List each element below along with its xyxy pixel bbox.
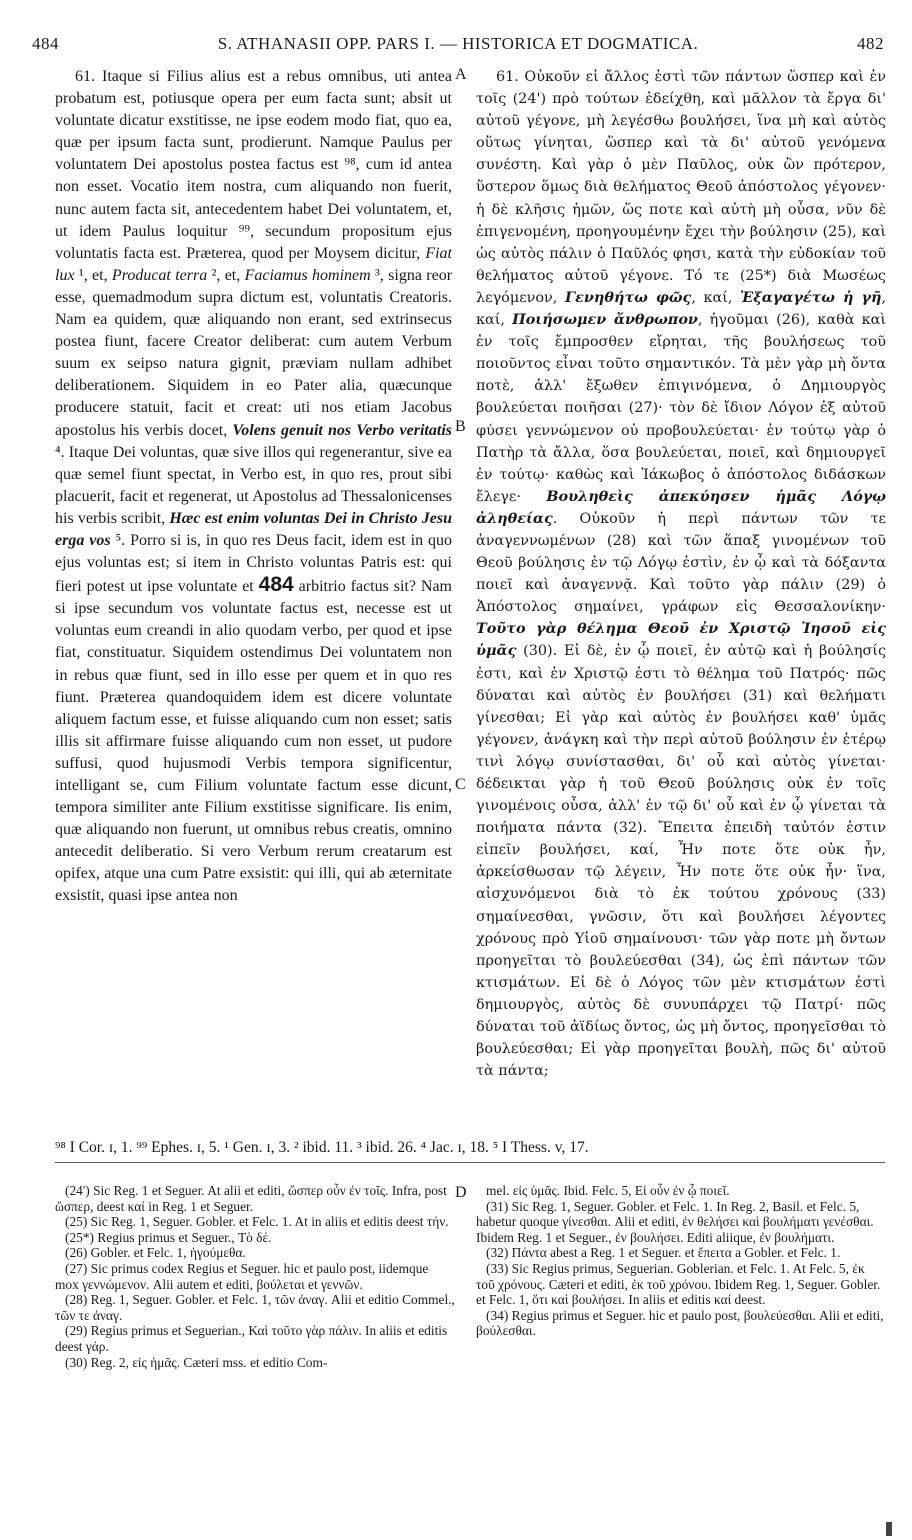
footnote: (32) Πάντα abest a Reg. 1 et Seguer. et ἔπειτα a Gobler. et Felc. 1. [486, 1245, 841, 1261]
page-header [32, 34, 884, 56]
page-marker: 484 [258, 573, 294, 597]
greek-column [476, 66, 886, 1136]
footnote: (27) Sic primus codex Regius et Seguer. hic et paulo post, iidemque mox γεννώμενον. Alii autem et editi, βούλεται et γεννῶν. [55, 1260, 429, 1292]
footnote: (26) Gobler. et Felc. 1, ἡγούμεθα. [65, 1245, 246, 1261]
footnote: (25*) Regius primus et Seguer., Τὸ δέ. [65, 1229, 272, 1245]
footnote: (33) Sic Regius primus, Seguerian. Goblerian. et Felc. 1. At Felc. 5, ἐκ τοῦ χρόνους. Cæteri et editi, ἐκ τοῦ χρόνου. Ibidem Reg. 1, Seguer. Gobler. et Felc. 1, ὅτι καὶ βουλήσει. In aliis et editis καί deest. [476, 1260, 881, 1308]
footnote-divider [55, 1162, 885, 1163]
footnote: (30) Reg. 2, εἰς ἡμᾶς. Cæteri mss. et editio Com- [65, 1354, 328, 1370]
margin-letter-c: C [455, 776, 466, 793]
latin-column [55, 66, 452, 1136]
margin-letter-d: D [455, 1184, 467, 1201]
footnote: (31) Sic Reg. 1, Seguer. Gobler. et Felc. 1. In Reg. 2, Basil. et Felc. 5, habetur quoque γίνεσθαι. Alii et editi, ἐν θελήσει καὶ βουλήματι γενέσθαι. Ibidem Reg. 1 et Seguer., ἐν βουλήσει. Editi aliique, ἐν βουλήματι. [476, 1198, 874, 1245]
page-number-left: 484 [32, 34, 59, 53]
footnotes-left [55, 1183, 455, 1483]
latin-paragraph: 61. Itaque si Filius alius est a rebus omnibus, uti antea probatum est, potiusque opera per eum facta sunt; absit ut voluntate dicatur exstitisse, ne ipse eodem modo fiat, quo ea, quæ per ipsum facta sunt, prodierunt. Namque Paulus per voluntatem Dei apostolus postea factus est ⁹⁸, cum id antea non esset. Vocatio item nostra, cum aliquando non fuerit, nunc autem facta sit, antecedentem habet Dei voluntatem, et, ut idem Paulus loquitur ⁹⁹, secundum propositum ejus voluntatis facta est. Præterea, quod per Moysem dicitur, Fiat lux ¹, et, Producat terra ², et, Faciamus hominem ³, signa reor esse, quemadmodum supra dictum est, voluntatis Creatoris. Nam ea quidem, quæ aliquando non erant, sed extrinsecus postea fiunt, facere Creator deliberat: cum autem Verbum suum ex seipso natura gignit, præviam nullam adhibet deliberationem. Siquidem in eo Pater alia, quæcunque producere statuit, facit et creat: uti nos etiam Jacobus apostolus his verbis docet, Volens genuit nos Verbo veritatis ⁴. Itaque Dei voluntas, quæ sive illos qui regenerantur, sive ea quæ semel fiunt spectat, in Verbo est, in quo res, prout sibi placuerit, facit et regenerat, ut Apostolus ad Thessalonicenses his verbis scribit, Hæc est enim voluntas Dei in Christo Jesu erga vos ⁵. Porro si is, in quo res Deus facit, idem est in quo ejus voluntas est; si item in Christo voluntas Patris est: qui fieri potest ut ipse voluntate et 484 arbitrio factus sit? Nam si ipse secundum vos voluntate factus est, necesse est ut voluntas eum creandi in alio quodam verbo, per quod et ipse fiat, constituatur. Siquidem ostendimus Dei voluntatem non in rebus quæ fiunt, sed in illo esse per quem et in quo res fiunt. Præterea quandoquidem idem est dicere voluntate aliquem factum esse, et fuisse aliquando cum non esset; satis illis sit affirmare fuisse aliquando cum non esset, ut pudore suffusi, quod hujusmodi Verbis tempora significentur, intelligant se, cum Filium voluntate factum esse dicunt, tempora similiter ante Filium exstitisse significare. Iis enim, quæ aliquando non fuerunt, ut omnibus rebus creatis, omnino antecedit deliberatio. Si vero Verbum rerum creatarum est opifex, atque una cum Patre exsistit: qui illi, qui ab æternitate exsistit, quasi ipse antea non [55, 68, 452, 905]
footnotes-right [476, 1183, 886, 1483]
footnote: (24') Sic Reg. 1 et Seguer. At alii et editi, ὥσπερ οὖν ἐν τοῖς. Infra, post ὥσπερ, deest καί in Reg. 1 et Seguer. [55, 1183, 447, 1214]
footnote: mel. εἰς ὑμᾶς. Ibid. Felc. 5, Εἰ οὖν ἐν ᾧ ποιεῖ. [486, 1183, 730, 1198]
page-number-right: 482 [857, 34, 884, 53]
footnote: (25) Sic Reg. 1, Seguer. Gobler. et Felc. 1. At in aliis et editis deest τήν. [65, 1214, 449, 1230]
margin-letter-b: B [455, 418, 466, 435]
running-title: S. ATHANASII OPP. PARS I. — HISTORICA ET DOGMATICA. [217, 34, 699, 53]
footnote: (34) Regius primus et Seguer. hic et paulo post, βουλεύεσθαι. Alii et editi, βούλεσθαι. [476, 1307, 884, 1339]
footnote: (28) Reg. 1, Seguer. Gobler. et Felc. 1, τῶν ἀναγ. Alii et editio Commel., τῶν τε ἀναγ. [55, 1292, 455, 1323]
footnote: (29) Regius primus et Seguerian., Καὶ τοῦτο γὰρ πάλιν. In aliis et editis deest γάρ. [55, 1323, 448, 1354]
greek-paragraph: 61. Οὐκοῦν εἰ ἄλλος ἐστὶ τῶν πάντων ὥσπερ καὶ ἐν τοῖς (24') πρὸ τούτων ἐδείχθη, καὶ μᾶλλον τὰ ἔργα δι' αὐτοῦ γέγονε, μὴ λεγέσθω βουλήσει, ἵνα μὴ καὶ αὐτὸς οὕτως γίνηται, ὥσπερ καὶ τὰ δι' αὐτοῦ γενόμενα συνέστη. Καὶ γὰρ ὁ μὲν Παῦλος, οὐκ ὢν πρότερον, ὕστερον ὅμως διὰ θελήματος Θεοῦ ἀπόστολος γέγονεν· ἡ δὲ κλῆσις ἡμῶν, ὥς ποτε καὶ αὐτὴ μὴ οὖσα, νῦν δὲ ἐπιγενομένη, προηγουμένην ἔχει τὴν βούλησιν (25), καὶ ὡς αὐτὸς πάλιν ὁ Παῦλός φησι, κατὰ τὴν εὐδοκίαν τοῦ θελήματος αὐτοῦ γέγονε. Τό τε (25*) διὰ Μωσέως λεγόμενον, Γενηθήτω φῶς, καί, Ἐξαγαγέτω ἡ γῆ, καί, Ποιήσωμεν ἄνθρωπον, ἡγοῦμαι (26), καθὰ καὶ ἐν τοῖς ἔμπροσθεν εἴρηται, τῆς βουλήσεως τοῦ ποιοῦντος εἶναι τοῦτο σημαντικόν. Τὰ μὲν γὰρ μὴ ὄντα ποτὲ, ἀλλ' ἔξωθεν ἐπιγινόμενα, ὁ Δημιουργὸς βουλεύεται ποιῆσαι (27)· τὸν δὲ ἴδιον Λόγον ἐξ αὐτοῦ φύσει γεννώμενον οὐ προβουλεύεται· ἐν τούτῳ γὰρ ὁ Πατὴρ τὰ ἄλλα, ὅσα βουλεύεται, ποιεῖ, καὶ δημιουργεῖ ἐν τούτῳ· καθὼς καὶ Ἰάκωβος ὁ ἀπόστολος διδάσκων ἔλεγε· Βουληθεὶς ἀπεκύησεν ἡμᾶς Λόγῳ ἀληθείας. Οὐκοῦν ἡ περὶ πάντων τῶν τε ἀναγεννωμένων (28) καὶ τῶν ἅπαξ γινομένων τοῦ Θεοῦ βούλησις ἐν τῷ Λόγῳ ἐστὶν, ἐν ᾧ καὶ τὰ δόξαντα ποιεῖ καὶ ἀναγεννᾷ. Καὶ τοῦτο γὰρ πάλιν (29) ὁ Ἀπόστολος σημαίνει, γράφων εἰς Θεσσαλονίκην· Τοῦτο γὰρ θέλημα Θεοῦ ἐν Χριστῷ Ἰησοῦ εἰς ὑμᾶς (30). Εἰ δὲ, ἐν ᾧ ποιεῖ, ἐν αὐτῷ καὶ ἡ βούλησίς ἐστι, καὶ ἐν Χριστῷ ἐστι τὸ θέλημα τοῦ Πατρός· πῶς δύναται καὶ αὐτὸς ἐν βουλήσει (31) καὶ θελήματι γίνεσθαι; Εἰ γὰρ καὶ αὐτὸς ἐν βουλήσει καθ' ὑμᾶς γέγονεν, ἀνάγκη καὶ τὴν περὶ αὐτοῦ βούλησιν ἐν ἑτέρῳ τινὶ λόγῳ συνίστασθαι, δι' οὗ καὶ αὐτὸς γίνεται· δέδεικται γὰρ ἡ τοῦ Θεοῦ βούλησις οὐκ ἐν τοῖς γινομένοις οὖσα, ἀλλ' ἐν τῷ δι' οὗ καὶ ἐν ᾧ γίνεται τὰ ποιήματα πάντα (32). Ἔπειτα ἐπειδὴ ταὐτόν ἐστιν εἰπεῖν βουλήσει, καί, Ἦν ποτε ὅτε οὐκ ἦν, ἀρκείσθωσαν τῷ λέγειν, Ἦν ποτε ὅτε οὐκ ἦν· ἵνα, αἰσχυνόμενοι διὰ τὸ ἐκ τούτου χρόνους (33) σημαίνεσθαι, γνῶσιν, ὅτι καὶ βουλήσει λέγοντες χρόνους πρὸ Υἱοῦ σημαίνουσι· τῶν γὰρ ποτε μὴ ὄντων προηγεῖται τὸ βουλεύεσθαι (34), ὡς ἐπὶ πάντων τῶν κτισμάτων. Εἰ δὲ ὁ Λόγος τῶν μὲν κτισμάτων ἐστὶ δημιουργὸς, αὐτὸς δὲ συνυπάρχει τῷ Πατρί· πῶς δύναται τοῦ ἀϊδίως ὄντος, ὡς μὴ ὄντος, προηγεῖσθαι τὸ βουλεύεσθαι; Εἰ γὰρ προηγεῖται βουλὴ, πῶς δι' αὐτοῦ τὰ πάντα; [476, 69, 886, 1080]
margin-letter-a: A [455, 66, 467, 83]
corner-mark [886, 1522, 892, 1536]
scripture-references: ⁹⁸ I Cor. ɪ, 1. ⁹⁹ Ephes. ɪ, 5. ¹ Gen. ɪ, 3. ² ibid. 11. ³ ibid. 26. ⁴ Jac. ɪ, 18. ⁵ I Thess. v, 17. [55, 1139, 589, 1156]
